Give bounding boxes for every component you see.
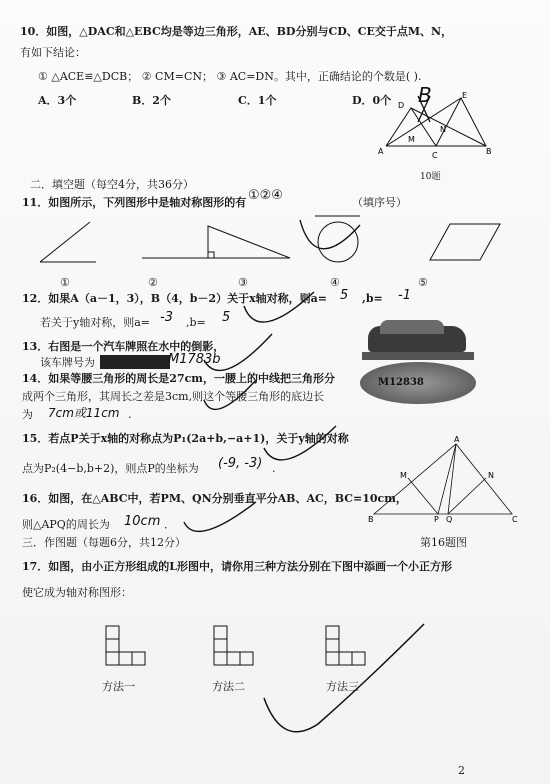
q10-line1: 10．如图，△DAC和△EBC均是等边三角形，AE、BD分别与CD、CE交于点M、N，: [20, 25, 453, 38]
q13-handwritten-answer: M1783b: [168, 352, 221, 367]
fig16-label-p: P: [434, 515, 439, 524]
q14-line2: 成两个三角形，其周长之差是3cm,则这个等腰三角形的底边长: [22, 390, 325, 403]
q17-method-1: 方法一: [102, 680, 135, 693]
section-fill-in-title: 二．填空题（每空4分，共36分）: [30, 178, 194, 191]
q12-answer-b2: 5: [222, 310, 231, 325]
q15-checkmark: [260, 420, 340, 480]
q16-line1: 16．如图，在△ABC中，若PM、QN分别垂直平分AB、AC，BC=10cm，: [22, 492, 407, 505]
q13-redacted-block: [100, 355, 170, 369]
q11-text: 11．如图所示，下列图形中是轴对称图形的有: [22, 196, 247, 209]
q13-line1: 13．右图是一个汽车牌照在水中的倒影，: [22, 340, 225, 353]
q12-line2-mid: ,b=: [186, 316, 206, 329]
q10-line2: 有如下结论：: [20, 46, 86, 59]
q12-answer-a1: 5: [340, 288, 349, 303]
fig10-label-n: N: [440, 125, 446, 134]
q14-checkmark: [200, 376, 260, 426]
q10-handwritten-answer: B: [418, 83, 432, 107]
q10-option-a: A．3个: [38, 94, 77, 107]
section-drawing-title: 三．作图题（每题6分，共12分）: [22, 536, 186, 549]
q17-checkmark: [258, 620, 428, 750]
q10-figure-caption: 10题: [420, 172, 441, 182]
fig16-label-b: B: [368, 515, 374, 524]
q10-option-c: C．1个: [238, 94, 277, 107]
q15-line1: 15．若点P关于x轴的对称点为P₁(2a+b,−a+1)，关于y轴的对称: [22, 432, 349, 445]
q17-line2: 使它成为轴对称图形：: [22, 586, 132, 599]
fig16-label-q: Q: [446, 515, 453, 524]
q10-option-d: D．0个: [352, 94, 392, 107]
q11-handwritten-answer: ①②④: [248, 188, 283, 203]
q12-line1-mid: ,b=: [362, 292, 383, 305]
q14-line3-suffix: .: [128, 408, 132, 421]
q11-number-3: ③: [238, 276, 248, 289]
q12-answer-b1: -1: [398, 288, 411, 303]
fig16-label-c: C: [512, 515, 518, 524]
fig10-label-e: E: [462, 91, 468, 100]
q17-method-2: 方法二: [212, 680, 245, 693]
q11-number-5: ⑤: [418, 276, 428, 289]
q16-handwritten-answer: 10cm: [124, 514, 161, 529]
q16-figure-caption: 第16题图: [420, 536, 467, 549]
q16-line2-suffix: ．: [164, 518, 175, 531]
q12-line1: 12．如果A（a－1，3），B（4，b－2）关于x轴对称，则a=: [22, 292, 327, 305]
q13-car-reflection-image: [358, 318, 478, 406]
page-number: 2: [458, 764, 465, 777]
q16-checkmark: [180, 498, 260, 548]
q11-suffix: （填序号）: [352, 196, 407, 209]
q15-handwritten-answer: (-9, -3): [218, 456, 263, 471]
q14-line3-prefix: 为: [22, 408, 33, 421]
fig10-label-d: D: [398, 101, 405, 110]
fig16-label-a: A: [454, 435, 460, 444]
q15-line2-suffix: .: [272, 462, 276, 475]
q14-line1: 14．如果等腰三角形的周长是27cm，一腰上的中线把三角形分: [22, 372, 335, 385]
q16-line2-prefix: 则△APQ的周长为: [22, 518, 110, 531]
q13-line2: 该车牌号为: [40, 356, 95, 369]
q10-line3: ① △ACE≌△DCB； ② CM=CN； ③ AC=DN。其中，正确结论的个数是( ).: [38, 70, 422, 83]
fig10-label-c: C: [432, 151, 438, 160]
fig16-label-m: M: [400, 471, 407, 480]
q12-line2: 若关于y轴对称，则a=: [40, 316, 150, 329]
q12-answer-a2: -3: [160, 310, 173, 325]
q11-number-2: ②: [148, 276, 158, 289]
q11-shapes: [30, 210, 520, 280]
q17-line1: 17．如图，由小正方形组成的L形图中，请你用三种方法分别在下图中添画一个小正方形: [22, 560, 453, 573]
q10-option-b: B．2个: [132, 94, 171, 107]
q13-plate-text: M12838: [378, 377, 424, 388]
fig10-label-b: B: [486, 147, 492, 156]
q17-method-3: 方法三: [326, 680, 359, 693]
q14-handwritten-answer: 7cm或11cm: [48, 406, 120, 420]
q10-figure: [378, 90, 493, 160]
q15-line2-prefix: 点为P₂(4−b,b+2)，则点P的坐标为: [22, 462, 199, 475]
q11-number-4: ④: [330, 276, 340, 289]
fig10-label-a: A: [378, 147, 384, 156]
fig16-label-n: N: [488, 471, 494, 480]
q11-number-1: ①: [60, 276, 70, 289]
fig10-label-m: M: [408, 135, 415, 144]
q16-figure: [368, 435, 518, 524]
